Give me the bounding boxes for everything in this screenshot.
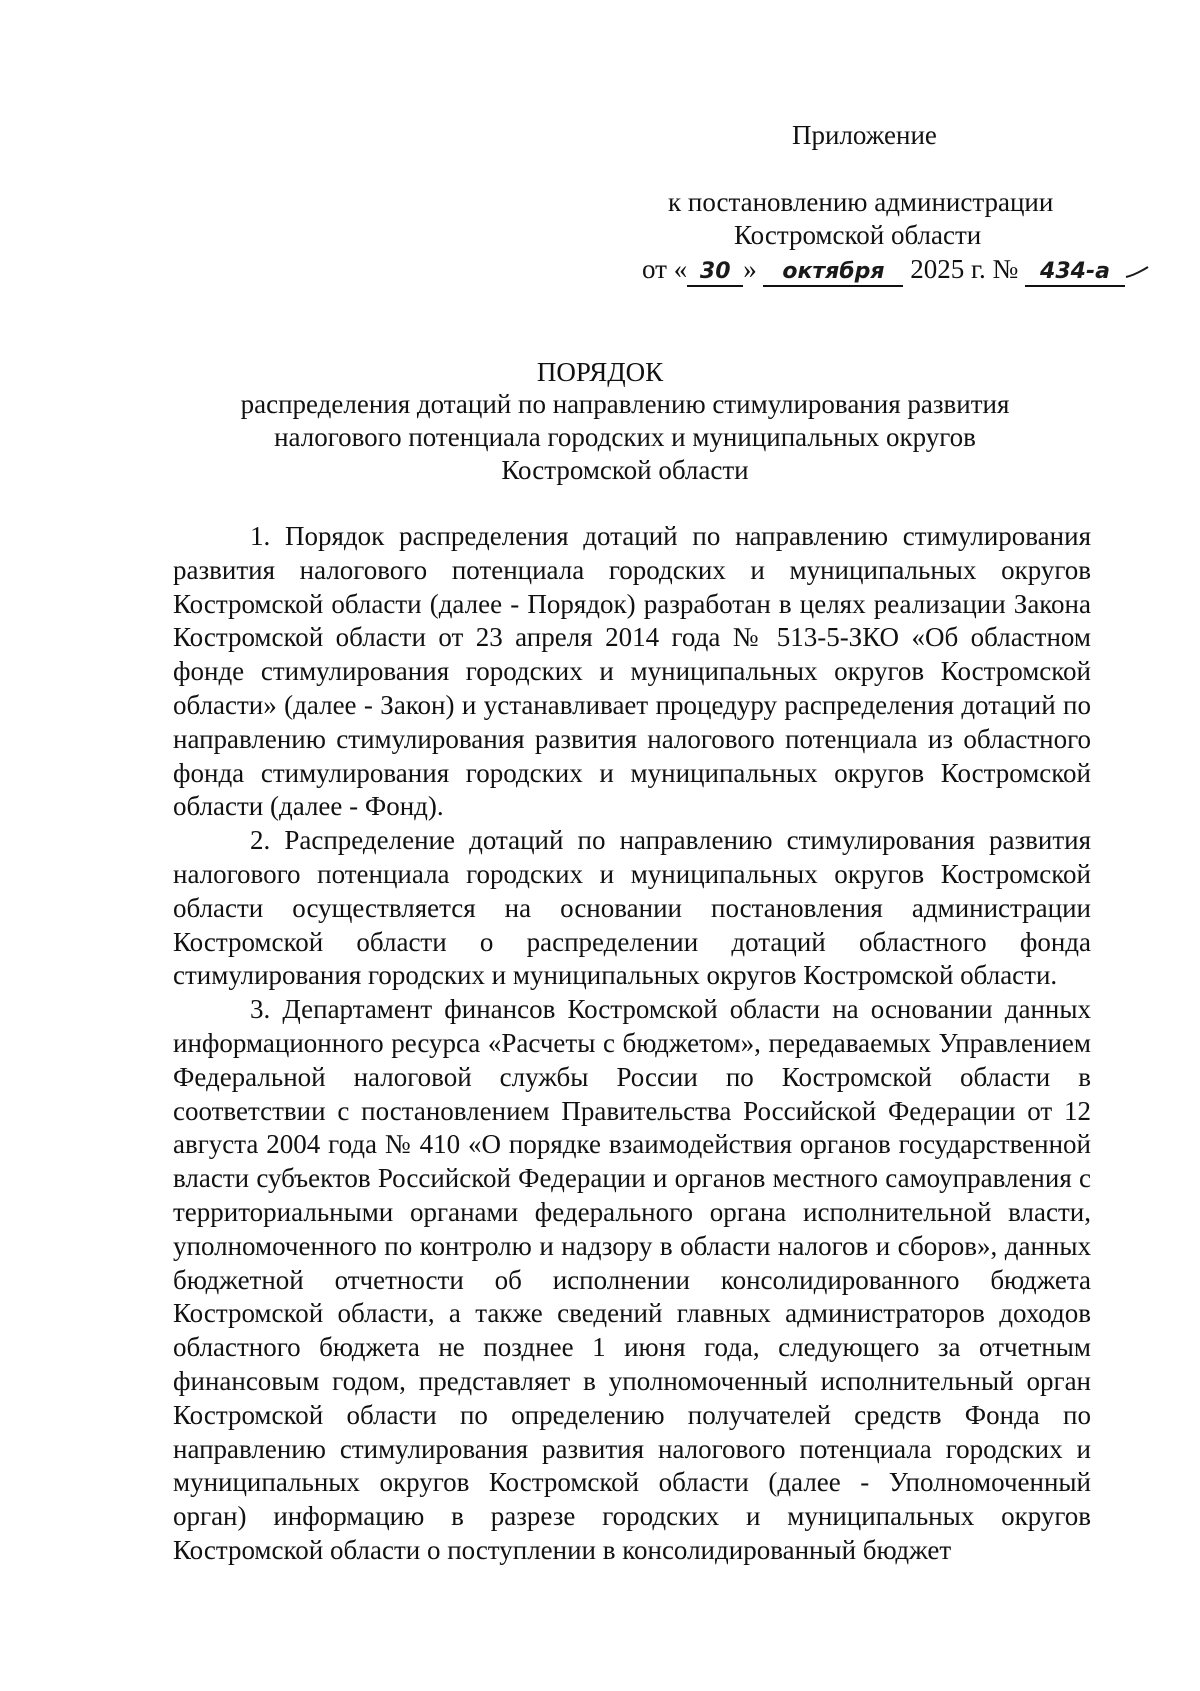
handwritten-month: октября bbox=[782, 259, 885, 284]
paragraph-2: 2. Распределение дотаций по направлению стимулирования развития налогового потенциала городских и муниципальных округов Костромской области осуществляется на основании постановления администрации Костромской области о распределении дотаций областного фонда стимулирования городских и муниципальных округов Костромской области. bbox=[173, 825, 1091, 991]
appendix-label: Приложение bbox=[792, 120, 937, 150]
date-month-field bbox=[763, 256, 903, 287]
paragraph-1: 1. Порядок распределения дотаций по направлению стимулирования развития налогового потенциала городских и муниципальных округов Костромской области (далее - Порядок) разработан в целях реализации Закона Костромской области от 23 апреля 2014 года № 513-5-ЗКО «Об областном фонде стимулирования городских и муниципальных округов Костромской области» (далее - Закон) и устанавливает процедуру распределения дотаций по направлению стимулирования развития налогового потенциала из областного фонда стимулирования городских и муниципальных округов Костромской области (далее - Фонд). bbox=[173, 521, 1091, 822]
date-prefix: от « bbox=[642, 254, 688, 284]
document-body bbox=[173, 520, 1091, 1568]
date-quote-close: » bbox=[743, 254, 757, 284]
appendix-line-region: Костромской области bbox=[734, 220, 982, 250]
decree-date-line bbox=[642, 252, 1149, 287]
date-year-number-label: 2025 г. № bbox=[910, 254, 1019, 284]
document-subtitle: распределения дотаций по направлению стимулирования развития налогового потенциала городских и муниципальных округов Костромской области bbox=[240, 389, 1010, 485]
appendix-line-decree: к постановлению администрации bbox=[668, 187, 1054, 217]
document-heading: ПОРЯДОК bbox=[536, 357, 664, 387]
handwritten-doc-number: 434-а bbox=[1040, 259, 1110, 284]
date-day-field bbox=[687, 256, 743, 287]
handwritten-day: 30 bbox=[699, 259, 731, 284]
doc-number-field bbox=[1025, 256, 1125, 287]
paragraph-3: 3. Департамент финансов Костромской области на основании данных информационного ресурса «Расчеты с бюджетом», передаваемых Управлением Федеральной налоговой службы России по Костромской области в соответствии с постановлением Правительства Российской Федерации от 12 августа 2004 года № 410 «О порядке взаимодействия органов государственной власти субъектов Российской Федерации и органов местного самоуправления с территориальными органами федерального органа исполнительной власти, уполномоченного по контролю и надзору в области налогов и сборов», данных бюджетной отчетности об исполнении консолидированного бюджета Костромской области, а также сведений главных администраторов доходов областного бюджета не позднее 1 июня года, следующего за отчетным финансовым годом, представляет в уполномоченный исполнительный орган Костромской области по определению получателей средств Фонда по направлению стимулирования развития налогового потенциала городских и муниципальных округов Костромской области (далее - Уполномоченный орган) информацию в разрезе городских и муниципальных округов Костромской области о поступлении в консолидированный бюджет bbox=[173, 994, 1091, 1565]
handwriting-stroke-icon bbox=[1125, 265, 1149, 279]
